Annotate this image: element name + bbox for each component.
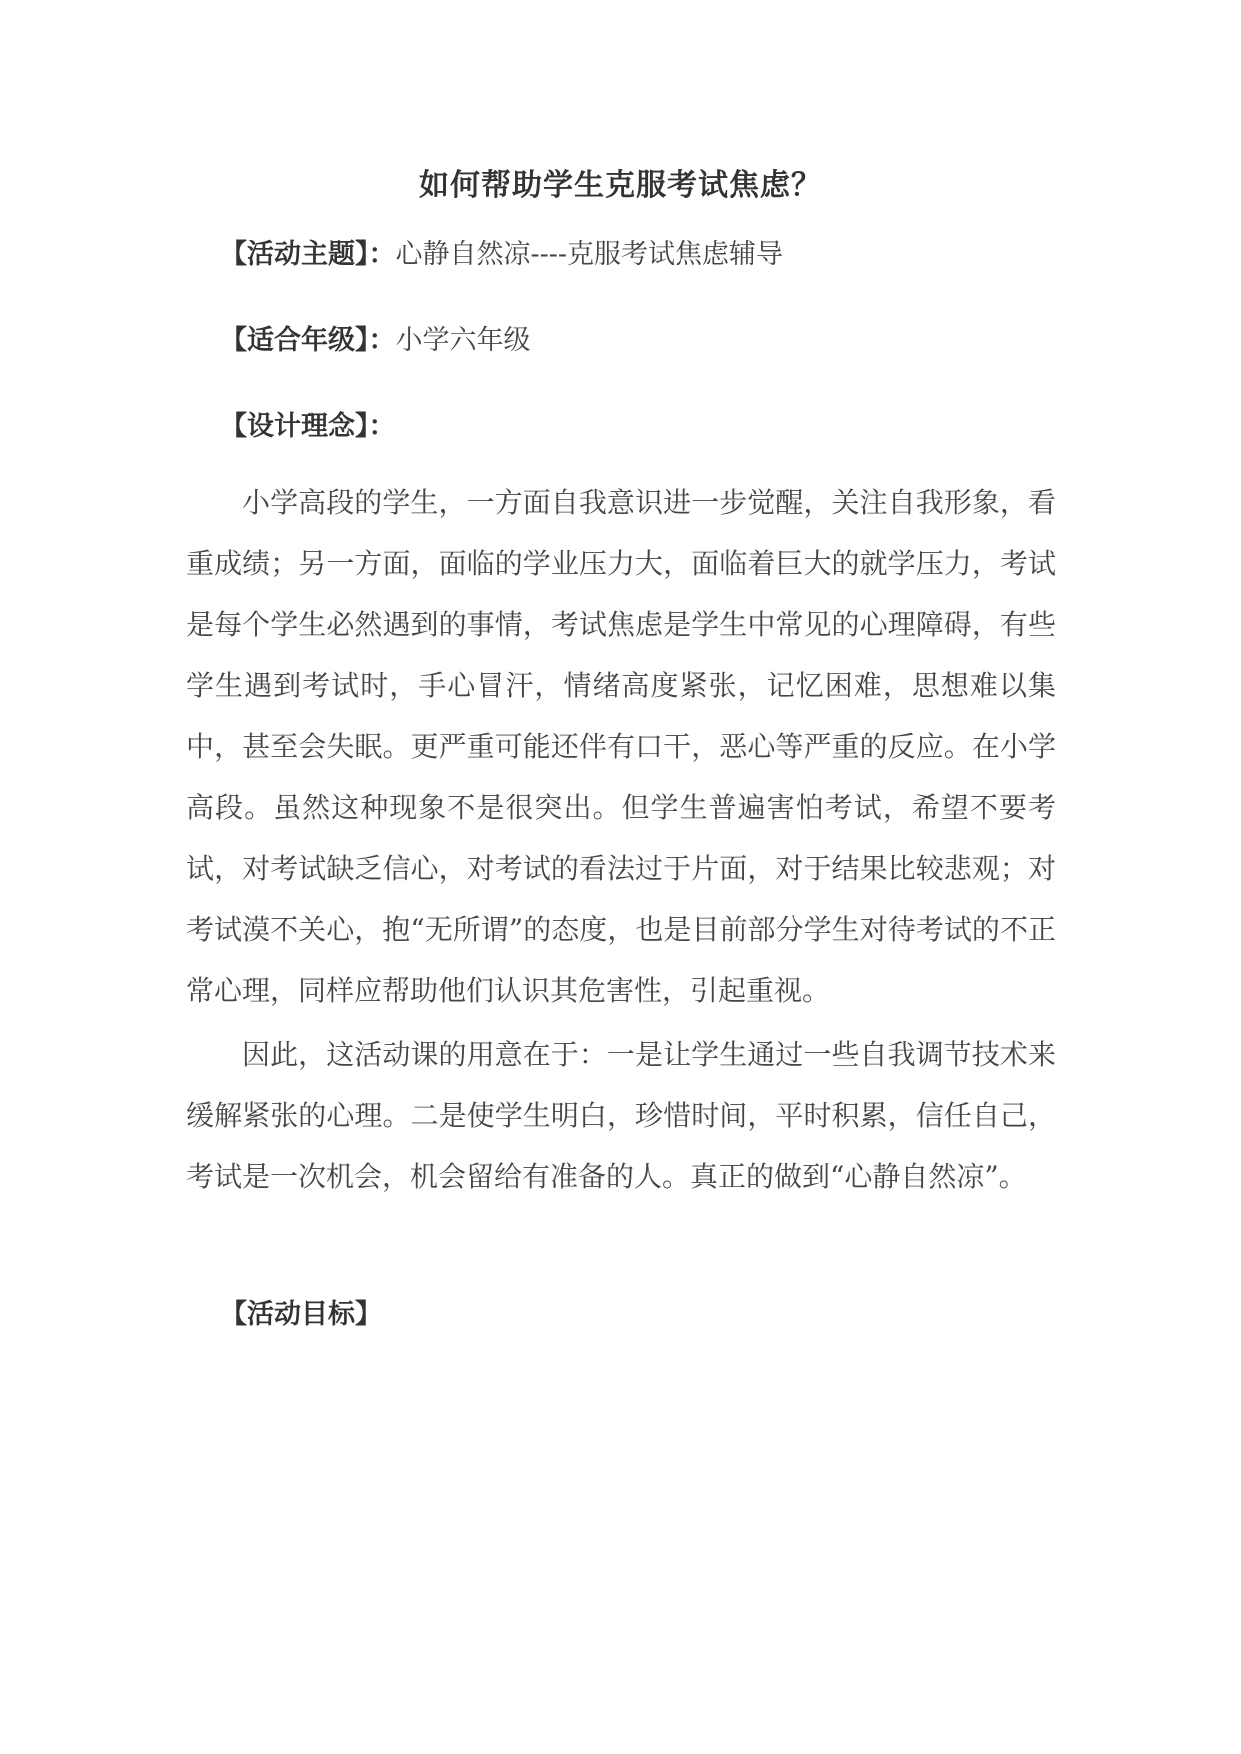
design-concept-heading xyxy=(220,404,396,443)
document-title: 如何帮助学生克服考试焦虑？ xyxy=(419,168,822,203)
activity-theme-field xyxy=(220,232,783,271)
concept-paragraph-2: 因此，这活动课的用意在于：一是让学生通过一些自我调节技术来缓解紧张的心理。二是使学生明白，珍惜时间，平时积累，信任自己，考试是一次机会，机会留给有准备的人。真正的做到“心静自然凉”。 xyxy=(186,1038,1056,1193)
activity-theme-label: 【活动主题】： xyxy=(220,239,396,270)
activity-goals-heading: 【活动目标】 xyxy=(220,1299,382,1330)
grade-field xyxy=(220,318,531,357)
grade-value: 小学六年级 xyxy=(395,325,531,356)
grade-label: 【适合年级】： xyxy=(220,325,396,356)
design-concept-label: 【设计理念】： xyxy=(220,411,396,442)
activity-theme-value: 心静自然凉----克服考试焦虑辅导 xyxy=(395,239,783,270)
concept-paragraph-1: 小学高段的学生，一方面自我意识进一步觉醒，关注自我形象，看重成绩；另一方面，面临的学业压力大，面临着巨大的就学压力，考试是每个学生必然遇到的事情，考试焦虑是学生中常见的心理障碍，有些学生遇到考试时，手心冒汗，情绪高度紧张，记忆困难，思想难以集中，甚至会失眠。更严重可能还伴有口干，恶心等严重的反应。在小学高段。虽然这种现象不是很突出。但学生普遍害怕考试，希望不要考试，对考试缺乏信心，对考试的看法过于片面，对于结果比较悲观；对考试漠不关心，抱“无所谓”的态度，也是目前部分学生对待考试的不正常心理，同样应帮助他们认识其危害性，引起重视。 xyxy=(186,486,1056,1007)
